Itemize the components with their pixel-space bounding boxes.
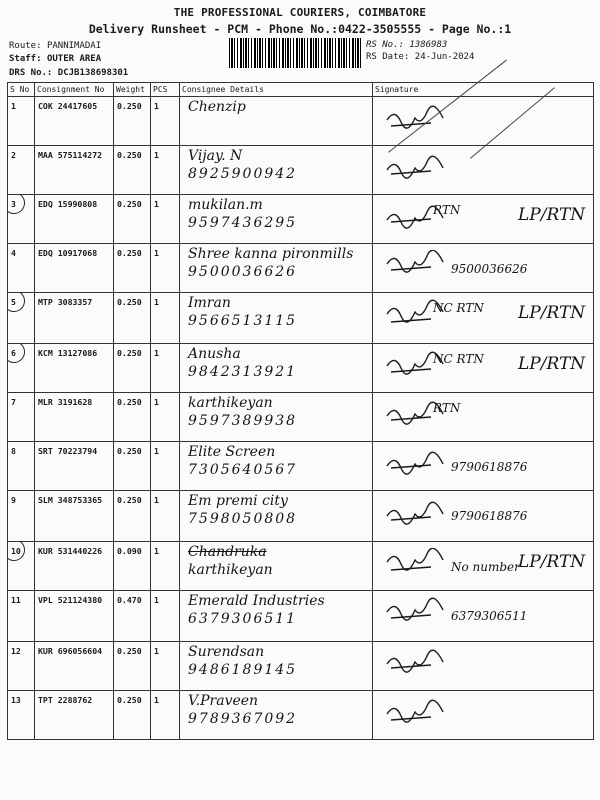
consignee-name: Surendsan [188, 644, 265, 660]
row-sno-cell [8, 195, 35, 244]
signature-cell [373, 642, 594, 691]
row-sno: 13 [11, 695, 21, 705]
consignment-no: MLR 3191628 [38, 397, 93, 407]
consignee-phone: 8925900942 [188, 166, 298, 182]
pcs: 1 [154, 546, 159, 556]
pcs-cell [151, 442, 180, 491]
consignment-no: SLM 348753365 [38, 495, 103, 505]
consignment-no-cell [35, 195, 114, 244]
signature-status: LP/RTN [518, 205, 586, 225]
table-row [8, 591, 594, 642]
route-label: Route: [9, 41, 42, 51]
pcs-cell [151, 344, 180, 393]
runsheet-table [7, 82, 593, 740]
row-sno: 8 [11, 446, 16, 456]
rs-date-label: RS Date: [366, 52, 410, 62]
pcs: 1 [154, 150, 159, 160]
consignee-phone: 9500036626 [188, 264, 298, 280]
pcs: 1 [154, 446, 159, 456]
row-sno: 9 [11, 495, 16, 505]
weight: 0.250 [117, 397, 142, 407]
pcs-cell [151, 97, 180, 146]
signature-scribble [383, 152, 453, 180]
consignee-details-cell [180, 491, 373, 542]
consignee-details-cell [180, 146, 373, 195]
row-sno-cell [8, 542, 35, 591]
weight-cell [114, 491, 151, 542]
consignment-no: KUR 696056604 [38, 646, 103, 656]
consignee-phone: 9486189145 [188, 662, 298, 678]
weight: 0.250 [117, 348, 142, 358]
signature-cell [373, 542, 594, 591]
pcs: 1 [154, 695, 159, 705]
weight-cell [114, 642, 151, 691]
col-consignment: Consignment No [35, 83, 114, 97]
row-sno: 6 [11, 348, 16, 358]
signature-cell [373, 691, 594, 740]
pcs-cell [151, 542, 180, 591]
pcs: 1 [154, 595, 159, 605]
signature-note: NC RTN [433, 352, 484, 366]
consignment-no-cell [35, 642, 114, 691]
row-sno: 3 [11, 199, 16, 209]
consignee-phone: 9597436295 [188, 215, 298, 231]
consignee-name: mukilan.m [188, 197, 263, 213]
signature-cell [373, 293, 594, 344]
consignment-no-cell [35, 97, 114, 146]
row-sno-cell [8, 642, 35, 691]
consignee-name: Elite Screen [188, 444, 276, 460]
table-row [8, 146, 594, 195]
row-sno: 4 [11, 248, 16, 258]
consignment-no-cell [35, 691, 114, 740]
consignee-name: karthikeyan [188, 395, 273, 411]
staff-line [9, 54, 101, 64]
col-weight: Weight [114, 83, 151, 97]
consignment-no-cell [35, 293, 114, 344]
pcs-cell [151, 591, 180, 642]
pcs: 1 [154, 348, 159, 358]
consignment-no: KUR 531440226 [38, 546, 103, 556]
pcs-cell [151, 293, 180, 344]
staff-value: OUTER AREA [46, 54, 102, 64]
row-sno-cell [8, 344, 35, 393]
consignee-phone: 6379306511 [188, 611, 298, 627]
table-row [8, 542, 594, 591]
consignee-phone: 9789367092 [188, 711, 298, 727]
signature-note: RTN [433, 401, 461, 415]
table-row [8, 244, 594, 293]
consignment-no-cell [35, 591, 114, 642]
rs-no-line [366, 40, 447, 50]
circle-mark [8, 344, 26, 364]
consignee-details-cell [180, 195, 373, 244]
row-sno: 2 [11, 150, 16, 160]
weight-cell [114, 442, 151, 491]
consignee-name: Emerald Industries [188, 593, 325, 609]
weight-cell [114, 97, 151, 146]
consignee-name: Vijay. N [188, 148, 243, 164]
consignee-name: Imran [188, 295, 231, 311]
row-sno-cell [8, 293, 35, 344]
weight-cell [114, 244, 151, 293]
signature-note: 9790618876 [451, 509, 528, 523]
pcs-cell [151, 146, 180, 195]
rs-date-value: 24-Jun-2024 [414, 52, 475, 62]
consignment-no-cell [35, 146, 114, 195]
route-line [9, 41, 101, 51]
consignment-no: VPL 521124380 [38, 595, 103, 605]
weight-cell [114, 691, 151, 740]
signature-cell [373, 491, 594, 542]
consignment-no: EDQ 15990808 [38, 199, 98, 209]
consignee-details-cell [180, 244, 373, 293]
consignee-details-cell [180, 591, 373, 642]
consignment-no: MAA 575114272 [38, 150, 103, 160]
circle-mark [8, 542, 26, 562]
table-row [8, 393, 594, 442]
consignment-no: SRT 70223794 [38, 446, 98, 456]
consignee-name: Chandruka [188, 544, 267, 560]
rs-no-value: 1386983 [409, 40, 448, 50]
pcs-cell [151, 393, 180, 442]
consignment-no: TPT 2288762 [38, 695, 93, 705]
weight-cell [114, 146, 151, 195]
signature-scribble [383, 548, 453, 576]
drs-line [9, 68, 128, 78]
consignee-details-cell [180, 542, 373, 591]
signature-note: 6379306511 [451, 609, 528, 623]
weight-cell [114, 393, 151, 442]
consignee-details-cell [180, 97, 373, 146]
drs-label: DRS No.: [9, 68, 53, 78]
weight-cell [114, 591, 151, 642]
consignment-no: MTP 3083357 [38, 297, 93, 307]
signature-cell [373, 393, 594, 442]
circle-mark [8, 293, 26, 313]
pcs-cell [151, 691, 180, 740]
signature-scribble [383, 597, 453, 625]
consignment-no-cell [35, 393, 114, 442]
consignee-name: Chenzip [188, 99, 246, 115]
table-row [8, 195, 594, 244]
signature-scribble [383, 448, 453, 476]
row-sno: 11 [11, 595, 21, 605]
pcs-cell [151, 244, 180, 293]
consignee-name: Anusha [188, 346, 241, 362]
table-row [8, 293, 594, 344]
consignee-phone: karthikeyan [188, 562, 273, 578]
weight: 0.250 [117, 695, 142, 705]
signature-note: No number [451, 560, 520, 574]
consignment-no-cell [35, 542, 114, 591]
rs-date-line [366, 52, 474, 62]
rs-no-label: RS No.: [366, 40, 404, 50]
circle-mark [8, 195, 26, 215]
table-row [8, 97, 594, 146]
table-row [8, 642, 594, 691]
consignee-phone: 9597389938 [188, 413, 298, 429]
signature-cell [373, 244, 594, 293]
signature-cell [373, 442, 594, 491]
row-sno: 12 [11, 646, 21, 656]
signature-cell [373, 195, 594, 244]
pcs: 1 [154, 297, 159, 307]
consignee-details-cell [180, 293, 373, 344]
table-row [8, 691, 594, 740]
signature-note: RTN [433, 203, 461, 217]
signature-scribble [383, 497, 453, 525]
consignee-details-cell [180, 344, 373, 393]
weight: 0.250 [117, 495, 142, 505]
col-sno: S No [8, 83, 35, 97]
signature-cell [373, 344, 594, 393]
route-value: PANNIMADAI [46, 41, 102, 51]
signature-status: LP/RTN [518, 303, 586, 323]
consignment-no-cell [35, 442, 114, 491]
consignee-name: Em premi city [188, 493, 288, 509]
pcs-cell [151, 195, 180, 244]
row-sno-cell [8, 491, 35, 542]
consignee-phone: 7305640567 [188, 462, 298, 478]
weight-cell [114, 195, 151, 244]
signature-note: 9500036626 [451, 262, 528, 276]
consignee-phone: 7598050808 [188, 511, 298, 527]
staff-label: Staff: [9, 54, 42, 64]
pcs-cell [151, 642, 180, 691]
pcs: 1 [154, 199, 159, 209]
signature-note: NC RTN [433, 301, 484, 315]
row-sno-cell [8, 244, 35, 293]
row-sno: 5 [11, 297, 16, 307]
weight: 0.250 [117, 150, 142, 160]
signature-status: LP/RTN [518, 354, 586, 374]
weight: 0.470 [117, 595, 142, 605]
consignee-details-cell [180, 691, 373, 740]
row-sno-cell [8, 442, 35, 491]
col-consignee: Consignee Details [180, 83, 373, 97]
consignee-phone: 9566513115 [188, 313, 298, 329]
weight: 0.250 [117, 646, 142, 656]
signature-status: LP/RTN [518, 552, 586, 572]
consignment-no: KCM 13127086 [38, 348, 98, 358]
col-signature: Signature [373, 83, 594, 97]
signature-note: 9790618876 [451, 460, 528, 474]
row-sno-cell [8, 97, 35, 146]
pcs: 1 [154, 248, 159, 258]
consignee-name: V.Praveen [188, 693, 259, 709]
consignee-phone: 9842313921 [188, 364, 298, 380]
pcs-cell [151, 491, 180, 542]
row-sno-cell [8, 146, 35, 195]
table-row [8, 344, 594, 393]
pcs: 1 [154, 495, 159, 505]
consignee-details-cell [180, 642, 373, 691]
weight: 0.250 [117, 248, 142, 258]
consignee-name: Shree kanna pironmills [188, 246, 354, 262]
consignment-no-cell [35, 244, 114, 293]
col-pcs: PCS [151, 83, 180, 97]
consignment-no: COK 24417605 [38, 101, 98, 111]
signature-cell [373, 146, 594, 195]
consignee-details-cell [180, 393, 373, 442]
weight-cell [114, 293, 151, 344]
table-header-row [8, 83, 594, 97]
signature-cell [373, 591, 594, 642]
weight: 0.090 [117, 546, 142, 556]
weight-cell [114, 344, 151, 393]
row-sno-cell [8, 393, 35, 442]
consignment-no-cell [35, 344, 114, 393]
pcs: 1 [154, 101, 159, 111]
table-row [8, 491, 594, 542]
consignment-no: EDQ 10917068 [38, 248, 98, 258]
signature-scribble [383, 648, 453, 676]
row-sno-cell [8, 691, 35, 740]
row-sno-cell [8, 591, 35, 642]
weight: 0.250 [117, 446, 142, 456]
consignment-no-cell [35, 491, 114, 542]
table-row [8, 442, 594, 491]
row-sno: 1 [11, 101, 16, 111]
weight: 0.250 [117, 199, 142, 209]
signature-scribble [383, 697, 453, 725]
drs-value: DCJB138698301 [57, 68, 129, 78]
weight: 0.250 [117, 297, 142, 307]
company-title: THE PROFESSIONAL COURIERS, COIMBATORE [173, 6, 427, 19]
pcs: 1 [154, 646, 159, 656]
pcs: 1 [154, 397, 159, 407]
row-sno: 10 [11, 546, 21, 556]
consignee-details-cell [180, 442, 373, 491]
weight-cell [114, 542, 151, 591]
row-sno: 7 [11, 397, 16, 407]
signature-scribble [383, 250, 453, 278]
runsheet-subtitle: Delivery Runsheet - PCM - Phone No.:0422-3505555 - Page No.:1 [88, 22, 512, 36]
weight: 0.250 [117, 101, 142, 111]
barcode [229, 38, 361, 68]
